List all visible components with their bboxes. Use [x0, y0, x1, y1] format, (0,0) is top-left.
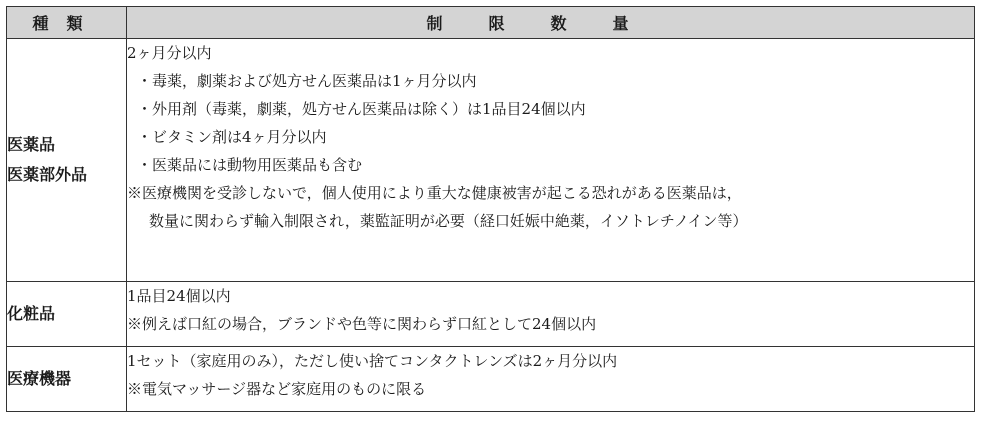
table-row-cosmetics	[7, 282, 975, 347]
kind-label: 医薬品	[7, 135, 56, 154]
limit-line: 2ヶ月分以内	[127, 44, 212, 62]
limit-bullet: ・医薬品には動物用医薬品も含む	[137, 156, 363, 174]
import-limits-table	[6, 6, 975, 412]
table-row-medical-devices	[7, 347, 975, 412]
limit-line: 1セット（家庭用のみ），ただし使い捨てコンタクトレンズは2ヶ月分以内	[127, 352, 618, 370]
limit-cell	[127, 282, 975, 347]
limit-line: 1品目24個以内	[127, 287, 231, 305]
kind-label: 化粧品	[7, 304, 56, 323]
limit-note: ※電気マッサージ器など家庭用のものに限る	[127, 380, 427, 398]
kind-label: 医薬部外品	[7, 165, 88, 184]
limit-note: ※例えば口紅の場合，ブランドや色等に関わらず口紅として24個以内	[127, 315, 597, 333]
limit-note-continued: 数量に関わらず輸入制限され，薬監証明が必要（経口妊娠中絶薬，イソトレチノイン等）	[149, 212, 748, 230]
limit-bullet: ・毒薬，劇薬および処方せん医薬品は1ヶ月分以内	[137, 72, 477, 90]
limit-bullet: ・ビタミン剤は4ヶ月分以内	[137, 128, 327, 146]
limit-cell	[127, 347, 975, 412]
header-limit-quantity: 制限数量	[127, 7, 975, 39]
kind-cell	[7, 39, 127, 282]
header-row	[7, 7, 975, 39]
kind-cell	[7, 347, 127, 412]
header-kind: 種類	[7, 7, 127, 39]
limit-note: ※医療機関を受診しないで，個人使用により重大な健康被害が起こる恐れがある医薬品は，	[127, 184, 742, 202]
kind-label: 医療機器	[7, 369, 72, 388]
limit-cell	[127, 39, 975, 282]
kind-cell	[7, 282, 127, 347]
table-row-pharmaceuticals	[7, 39, 975, 282]
limit-bullet: ・外用剤（毒薬，劇薬，処方せん医薬品は除く）は1品目24個以内	[137, 100, 586, 118]
